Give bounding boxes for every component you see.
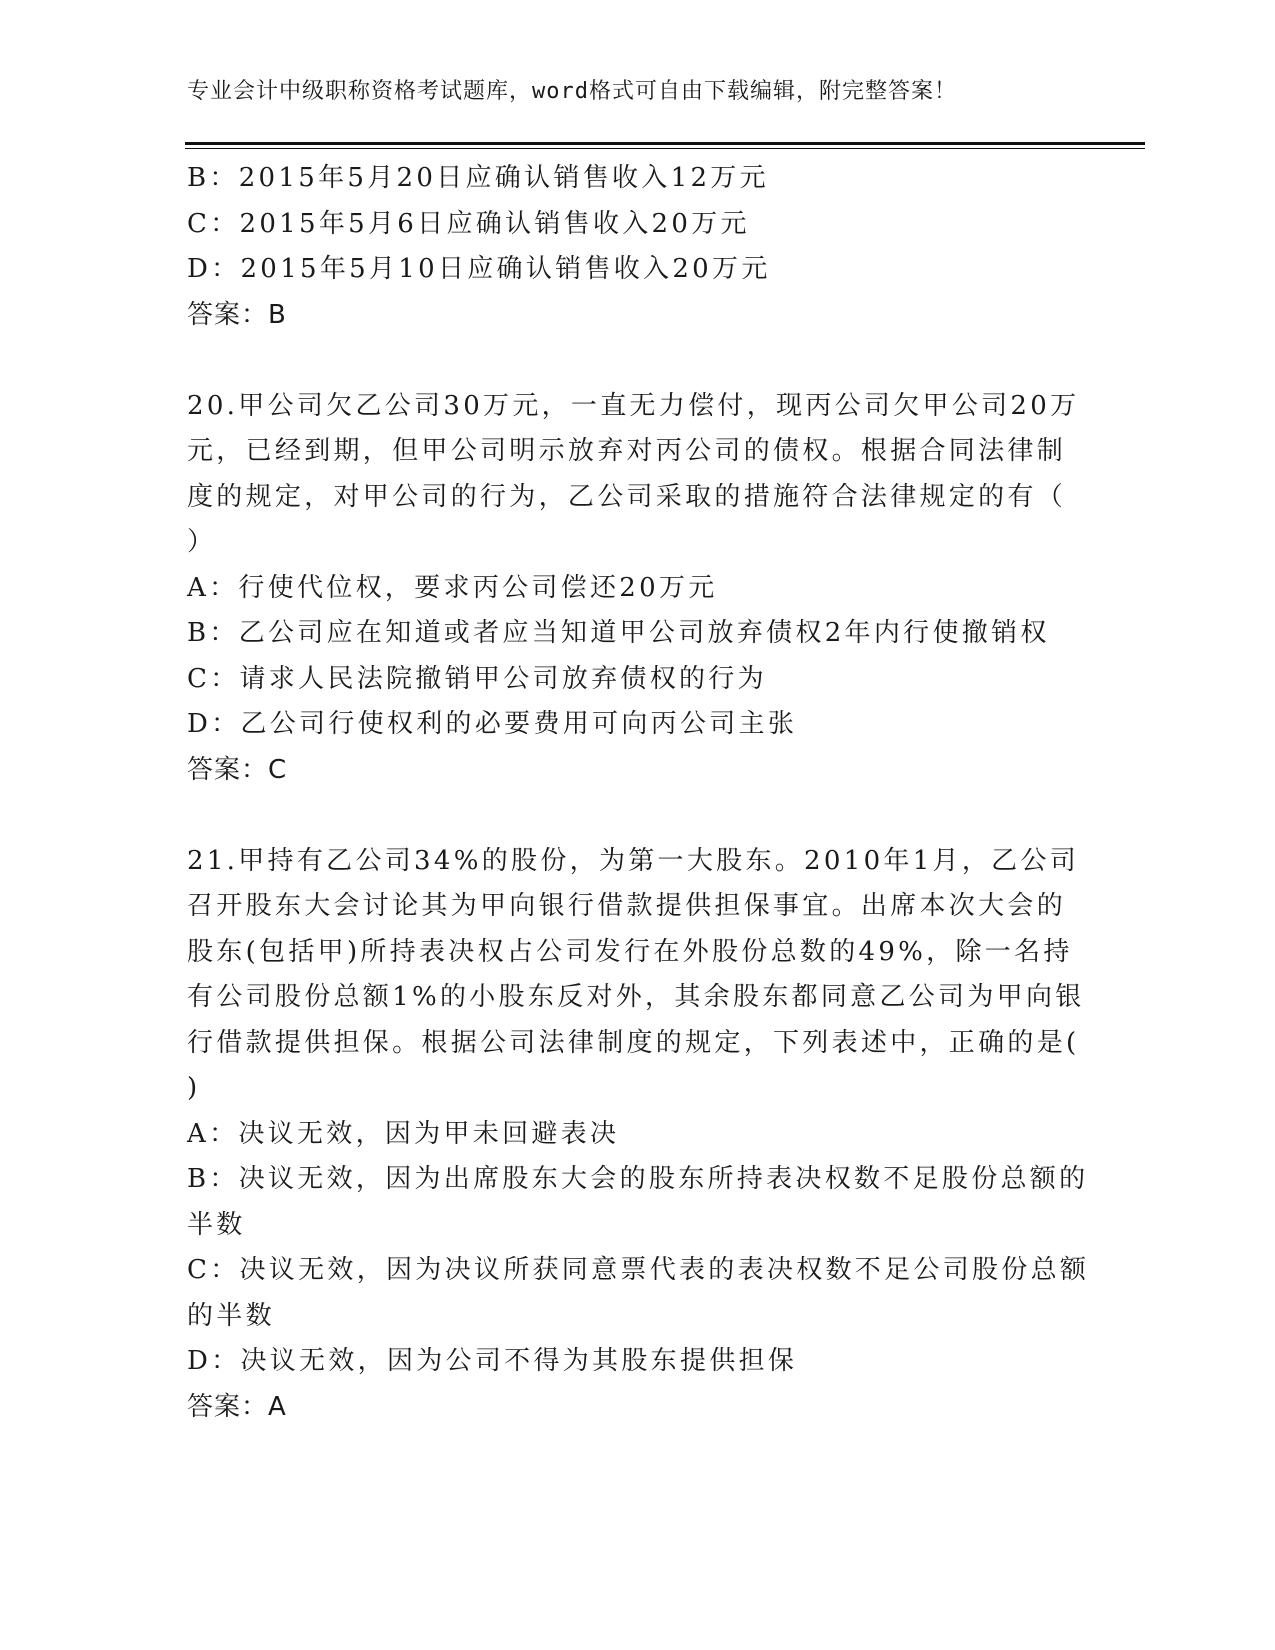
q21-option-c: C：决议无效，因为决议所获同意票代表的表决权数不足公司股份总额 <box>187 1255 1090 1285</box>
q20-stem-line: ） <box>187 527 217 557</box>
q21-option-d: D：决议无效，因为公司不得为其股东提供担保 <box>187 1346 798 1376</box>
header-rule-thin <box>185 148 1145 149</box>
page-header: 专业会计中级职称资格考试题库，word格式可自由下载编辑，附完整答案！ <box>187 79 957 104</box>
q21-option-b: B：决议无效，因为出席股东大会的股东所持表决权数不足股份总额的 <box>187 1164 1089 1194</box>
q20-option-b: B：乙公司应在知道或者应当知道甲公司放弃债权2年内行使撤销权 <box>187 618 1050 648</box>
q19-option-c: C：2015年5月6日应确认销售收入20万元 <box>187 208 750 239</box>
q19-option-b: B：2015年5月20日应确认销售收入12万元 <box>187 163 769 193</box>
q21-option-a: A：决议无效，因为甲未回避表决 <box>187 1118 620 1149</box>
q21-option-b-cont: 半数 <box>187 1209 246 1240</box>
q21-stem-line: 股东(包括甲)所持表决权占公司发行在外股份总数的49%，除一名持 <box>187 936 1073 967</box>
q19-option-d: D：2015年5月10日应确认销售收入20万元 <box>187 254 771 284</box>
spacer <box>187 338 1072 384</box>
q21-stem-line: 召开股东大会讨论其为甲向银行借款提供担保事宜。出席本次大会的 <box>187 891 1067 921</box>
question-content <box>187 156 1090 1430</box>
q20-answer: 答案：C <box>187 754 288 785</box>
spacer <box>187 793 1072 839</box>
q21-option-c-cont: 的半数 <box>187 1300 275 1331</box>
q19-answer: 答案：B <box>187 299 287 330</box>
q20-stem-line: 元，已经到期，但甲公司明示放弃对丙公司的债权。根据合同法律制 <box>187 436 1067 466</box>
q21-stem-line: 行借款提供担保。根据公司法律制度的规定，下列表述中，正确的是( <box>187 1027 1080 1058</box>
q20-stem-line: 20.甲公司欠乙公司30万元，一直无力偿付，现丙公司欠甲公司20万 <box>187 390 1080 421</box>
q20-option-c: C：请求人民法院撤销甲公司放弃债权的行为 <box>187 663 767 694</box>
q20-option-d: D：乙公司行使权利的必要费用可向丙公司主张 <box>187 709 798 739</box>
q21-stem-line: ) <box>187 1073 201 1103</box>
header-rule-thick <box>185 142 1145 145</box>
q20-stem-line: 度的规定，对甲公司的行为，乙公司采取的措施符合法律规定的有（ <box>187 481 1067 512</box>
q21-stem-line: 21.甲持有乙公司34%的股份，为第一大股东。2010年1月，乙公司 <box>187 845 1080 876</box>
q20-option-a: A：行使代位权，要求丙公司偿还20万元 <box>187 572 718 603</box>
q21-stem-line: 有公司股份总额1%的小股东反对外，其余股东都同意乙公司为甲向银 <box>187 982 1085 1012</box>
q21-answer: 答案：A <box>187 1391 287 1422</box>
